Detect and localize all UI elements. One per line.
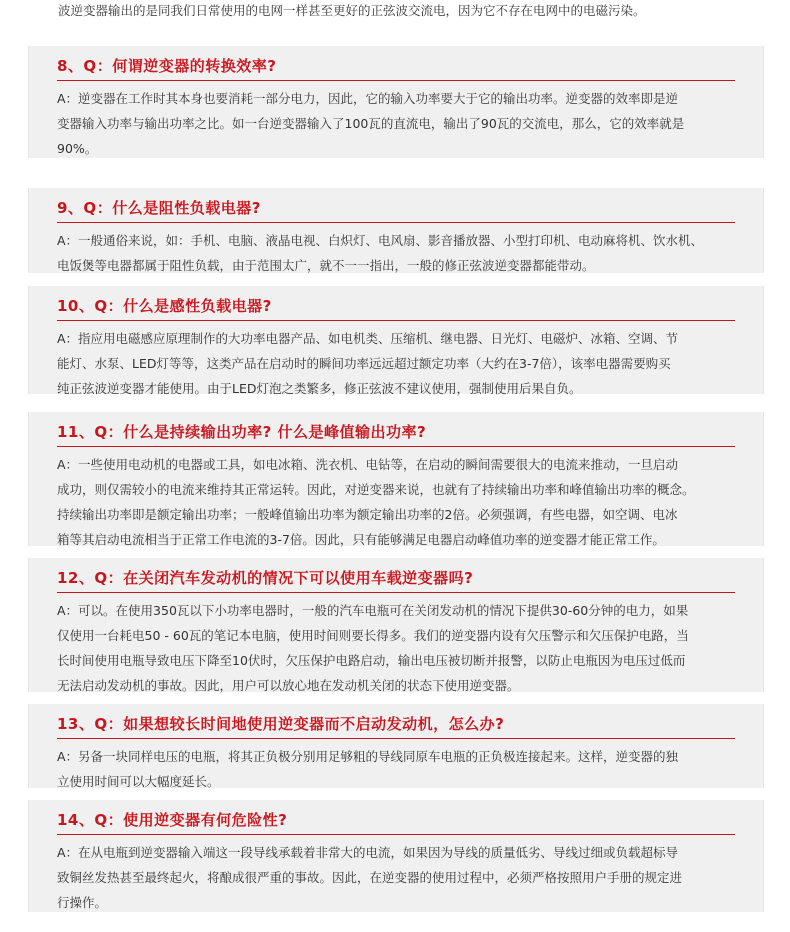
faq-question: 10、Q：什么是感性负载电器?: [57, 297, 272, 315]
faq-question: 12、Q：在关闭汽车发动机的情况下可以使用车载逆变器吗?: [57, 569, 474, 587]
faq-item-9: [28, 188, 764, 273]
faq-question: 8、Q：何谓逆变器的转换效率?: [57, 57, 277, 75]
faq-item-12: [28, 558, 764, 692]
faq-answer: A：在从电瓶到逆变器输入端这一段导线承载着非常大的电流，如果因为导线的质量低劣、导线过细或负载超标导 致铜丝发热甚至最终起火，将酿成很严重的事故。因此，在逆变器的使用过程中，必须严格按照用户手册的规定进 行操作。: [57, 845, 683, 910]
faq-answer: A：一些使用电动机的电器或工具，如电冰箱、洗衣机、电钻等，在启动的瞬间需要很大的电流来推动，一旦启动 成功，则仅需较小的电流来维持其正常运转。因此，对逆变器来说，也就有了持续输出功率和峰值输出功率的概念。 持续输出功率即是额定输出功率；一般峰值输出功率为额定输出功率的2倍。必须强调，有些电器，如空调、电冰 箱等其启动电流相当于正常工作电流的3-7倍。因此，只有能够满足电器启动峰值功率的逆变器才能正常工作。: [57, 457, 695, 547]
faq-question: 11、Q：什么是持续输出功率? 什么是峰值输出功率?: [57, 423, 427, 441]
faq-item-10: [28, 286, 764, 394]
faq-item-8: [28, 46, 764, 158]
divider: [57, 222, 735, 223]
faq-answer: A：一般通俗来说，如：手机、电脑、液晶电视、白炽灯、电风扇、影音播放器、小型打印机、电动麻将机、饮水机、 电饭煲等电器都属于阻性负载，由于范围太广，就不一一指出，一般的修正弦波逆变器都能带动。: [57, 233, 704, 273]
divider: [57, 80, 735, 81]
divider: [57, 738, 735, 739]
divider: [57, 320, 735, 321]
faq-answer: A：可以。在使用350瓦以下小功率电器时，一般的汽车电瓶可在关闭发动机的情况下提供30-60分钟的电力，如果 仅使用一台耗电50 - 60瓦的笔记本电脑，使用时间则要长得多。我们的逆变器内设有欠压警示和欠压保护电路，当 长时间使用电瓶导致电压下降至10伏时，欠压保护电路启动，输出电压被切断并报警，以防止电瓶因为电压过低而 无法启动发动机的事故。因此，用户可以放心地在发动机关闭的状态下使用逆变器。: [57, 603, 689, 693]
faq-question: 13、Q：如果想较长时间地使用逆变器而不启动发动机，怎么办?: [57, 715, 505, 733]
intro-text: 波逆变器输出的是同我们日常使用的电网一样甚至更好的正弦波交流电，因为它不存在电网中的电磁污染。: [58, 3, 646, 18]
faq-answer: A：逆变器在工作时其本身也要消耗一部分电力，因此，它的输入功率要大于它的输出功率。逆变器的效率即是逆 变器输入功率与输出功率之比。如一台逆变器输入了100瓦的直流电，输出了90瓦的交流电，那么，它的效率就是 90%。: [57, 91, 685, 156]
faq-item-11: [28, 412, 764, 546]
faq-question: 9、Q：什么是阻性负载电器?: [57, 199, 261, 217]
faq-item-14: [28, 800, 764, 912]
faq-answer: A：另备一块同样电压的电瓶，将其正负极分别用足够粗的导线同原车电瓶的正负极连接起来。这样，逆变器的独 立使用时间可以大幅度延长。: [57, 749, 679, 789]
faq-item-13: [28, 704, 764, 788]
divider: [57, 592, 735, 593]
divider: [57, 834, 735, 835]
divider: [57, 446, 735, 447]
faq-question: 14、Q：使用逆变器有何危险性?: [57, 811, 288, 829]
faq-answer: A：指应用电磁感应原理制作的大功率电器产品、如电机类、压缩机、继电器、日光灯、电磁炉、冰箱、空调、节 能灯、水泵、LED灯等等，这类产品在启动时的瞬间功率远远超过额定功率（大约在3-7倍），该率电器需要购买 纯正弦波逆变器才能使用。由于LED灯泡之类繁多，修正弦波不建议使用，强制使用后果自负。: [57, 331, 679, 396]
